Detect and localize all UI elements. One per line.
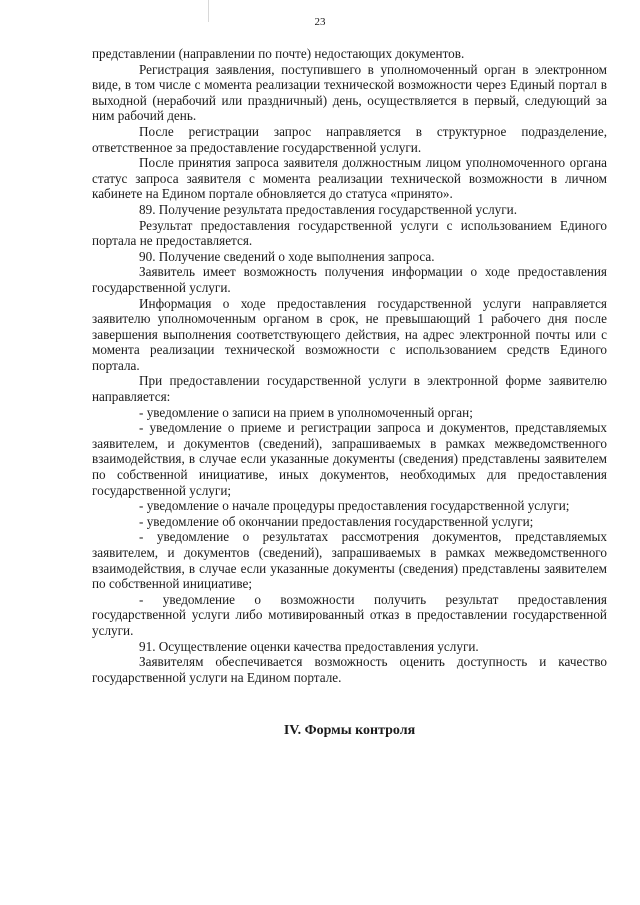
paragraph-quality-assessment: Заявителям обеспечивается возможность оценить доступность и качество государственной услуги на Едином портале. (92, 654, 607, 685)
paragraph-registration: Регистрация заявления, поступившего в уполномоченный орган в электронном виде, в том числе с момента реализации технической возможности через Единый портал в выходной (нерабочий или праздничный) день, осуществляется в первый, следующий за ним рабочий день. (92, 61, 607, 124)
section-heading: IV. Формы контроля (283, 723, 416, 739)
list-item-end: - уведомление об окончании предоставления государственной услуги; (139, 513, 534, 529)
list-item-obtain-result: - уведомление о возможности получить результат предоставления государственной услуги либо мотивированный отказ в предоставлении государственной услуги. (92, 591, 607, 638)
paragraph-after-registration: После регистрации запрос направляется в структурное подразделение, ответственное за предоставление государственной услуги. (92, 123, 607, 155)
paragraph-item-90: 90. Получение сведений о ходе выполнения запроса. (139, 248, 435, 264)
paragraph-status-accepted: После принятия запроса заявителя должностным лицом уполномоченного органа статус запроса заявителя с момента реализации технической возможности в личном кабинете на Едином портале обновляется до статуса «принято». (92, 155, 607, 202)
list-item-appointment: - уведомление о записи на прием в уполномоченный орган; (139, 404, 473, 420)
list-item-start: - уведомление о начале процедуры предоставления государственной услуги; (139, 498, 570, 514)
list-item-receipt: - уведомление о приеме и регистрации запроса и документов, представляемых заявителем, и документов (сведений), запрашиваемых в рамках межведомственного взаимодействия, в случае если указанные документы (сведения) представлены заявителем по собственной инициативе, иных документов, необходимых для предоставления государственной услуги; (92, 420, 607, 498)
paragraph-electronic-form: При предоставлении государственной услуги в электронной форме заявителю направляется: (92, 373, 607, 405)
paragraph-result-not-provided: Результат предоставления государственной услуги с использованием Единого портала не предоставляется. (92, 217, 607, 249)
paragraph-item-89: 89. Получение результата предоставления государственной услуги. (139, 201, 518, 217)
paragraph-continuation: представлении (направлении по почте) недостающих документов. (92, 46, 465, 61)
list-item-review-results: - уведомление о результатах рассмотрения документов, представляемых заявителем, и документов (сведений), запрашиваемых в рамках межведомственного взаимодействия, в случае если указанные документы (сведения) представлены заявителем по собственной инициативе; (92, 529, 607, 592)
paragraph-item-91: 91. Осуществление оценки качества предоставления услуги. (139, 638, 479, 654)
page-number: 23 (314, 16, 326, 28)
paragraph-progress-info: Информация о ходе предоставления государственной услуги направляется заявителю уполномоченным органом в срок, не превышающий 1 рабочего дня после завершения выполнения соответствующего действия, на адрес электронной почты или с момента реализации технической возможности с использованием средств Единого портала. (92, 295, 607, 373)
paragraph-applicant-info: Заявитель имеет возможность получения информации о ходе предоставления государственной услуги. (92, 264, 607, 295)
document-body (92, 46, 607, 739)
